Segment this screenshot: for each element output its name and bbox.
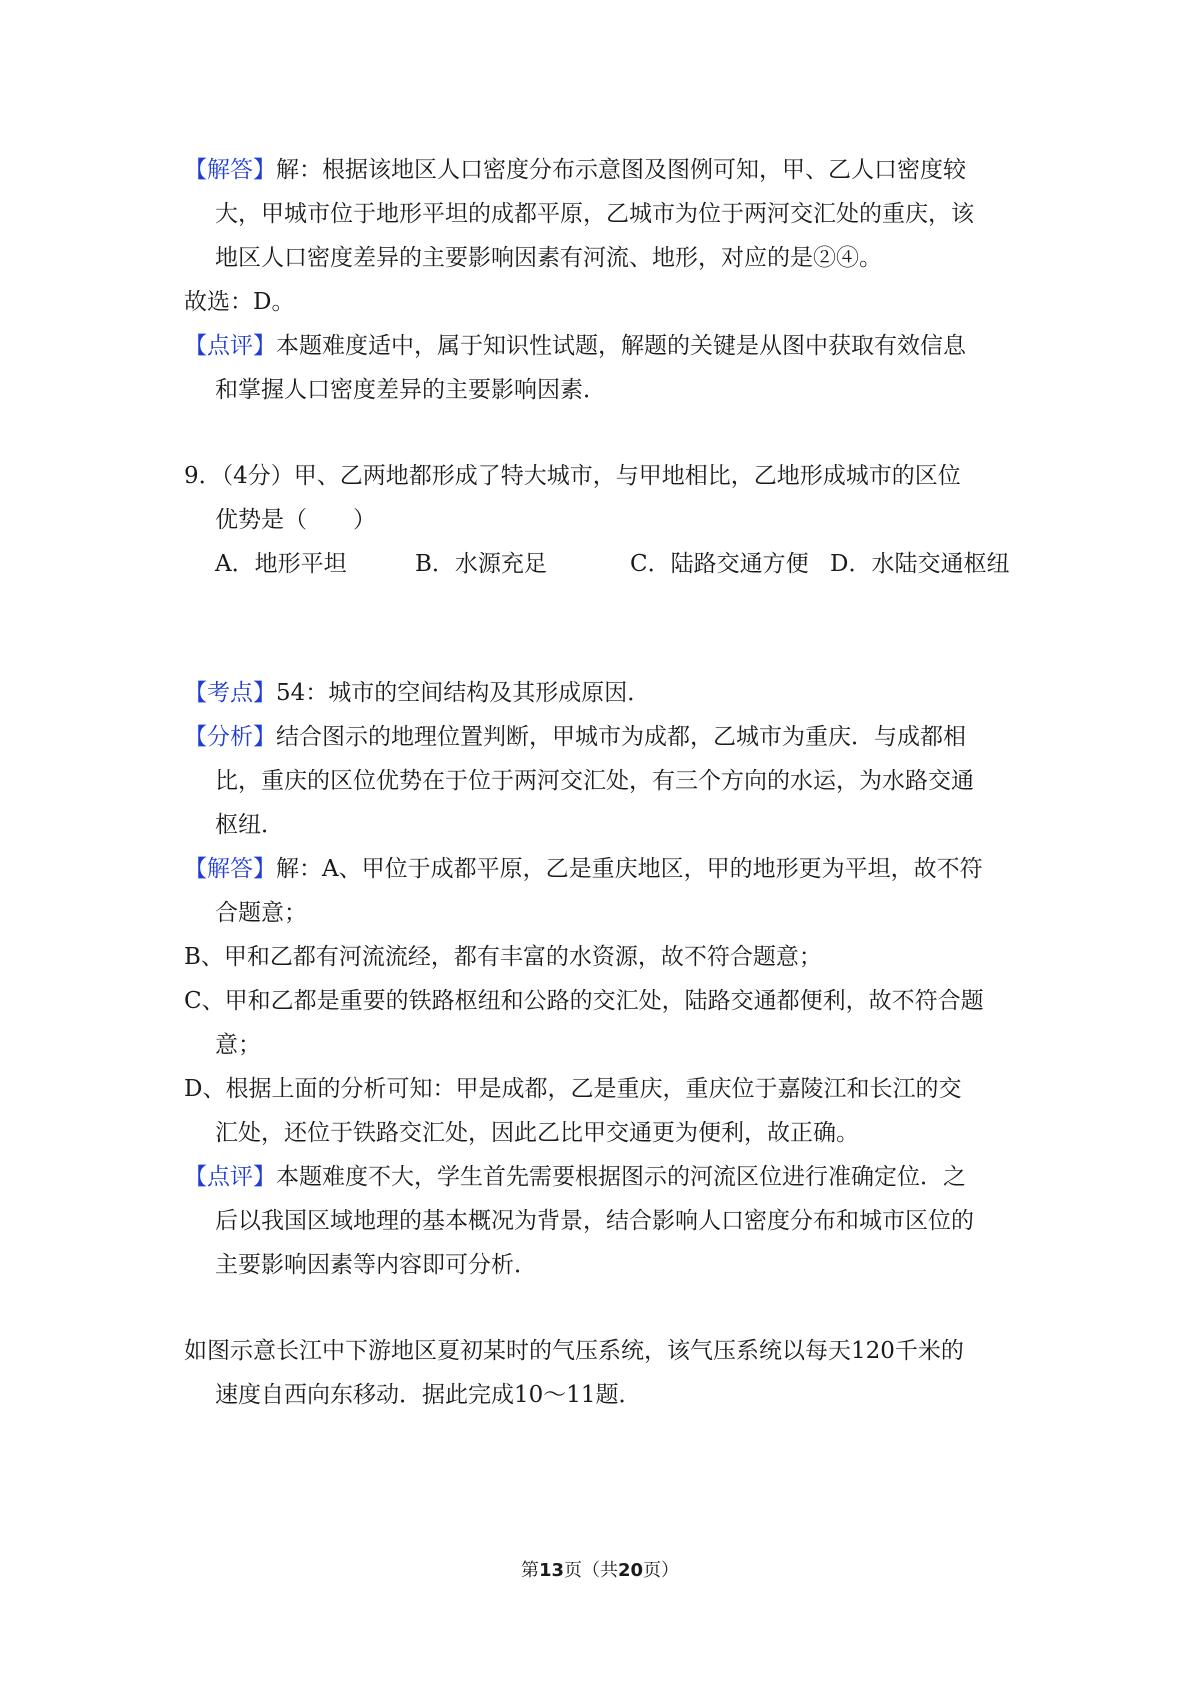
knowledge-tag: 【考点】 — [184, 680, 276, 706]
answer-line-3: 地区人口密度差异的主要影响因素有河流、地形，对应的是②④。 — [215, 245, 882, 271]
footer-pre: 第 — [520, 1560, 539, 1581]
answer2-option-c-line-2: 意； — [215, 1032, 261, 1058]
comment2-line-2: 后以我国区域地理的基本概况为背景，结合影响人口密度分布和城市区位的 — [215, 1208, 974, 1234]
option-c: C．陆路交通方便 — [630, 551, 809, 577]
intro-line-1: 如图示意长江中下游地区夏初某时的气压系统，该气压系统以每天120千米的 — [184, 1338, 964, 1364]
answer2-tag: 【解答】 — [184, 856, 276, 882]
analysis-line-1 — [184, 721, 966, 753]
comment-line-1 — [184, 330, 966, 362]
answer2-text: 解：A、甲位于成都平原，乙是重庆地区，甲的地形更为平坦，故不符 — [276, 856, 983, 882]
footer-total-pages: 20 — [618, 1560, 644, 1581]
analysis-line-2: 比，重庆的区位优势在于位于两河交汇处，有三个方向的水运，为水路交通 — [215, 768, 974, 794]
question-stem-line-1: 9．（4分）甲、乙两地都形成了特大城市，与甲地相比，乙地形成城市的区位 — [184, 463, 961, 489]
answer2-option-c-line-1: C、甲和乙都是重要的铁路枢纽和公路的交汇处，陆路交通都便利，故不符合题 — [184, 988, 984, 1014]
analysis-tag: 【分析】 — [184, 724, 276, 750]
analysis-text: 结合图示的地理位置判断，甲城市为成都，乙城市为重庆．与成都相 — [276, 724, 966, 750]
intro-line-2: 速度自西向东移动．据此完成10～11题． — [215, 1382, 642, 1408]
answer-text: 解：根据该地区人口密度分布示意图及图例可知，甲、乙人口密度较 — [276, 157, 966, 183]
comment-text: 本题难度适中，属于知识性试题，解题的关键是从图中获取有效信息 — [276, 333, 966, 359]
answer2-line-2: 合题意； — [215, 900, 307, 926]
option-d: D．水陆交通枢纽 — [830, 551, 1010, 577]
knowledge-point — [184, 677, 650, 709]
option-b: B．水源充足 — [415, 551, 547, 577]
answer2-option-d-line-2: 汇处，还位于铁路交汇处，因此乙比甲交通更为便利，故正确。 — [215, 1120, 859, 1146]
choice-result: 故选：D。 — [184, 289, 295, 315]
answer-tag: 【解答】 — [184, 157, 276, 183]
footer-page-number: 13 — [538, 1560, 564, 1581]
question-stem-line-2: 优势是（ ） — [215, 507, 376, 533]
comment2-line-3: 主要影响因素等内容即可分析． — [215, 1252, 537, 1278]
comment-line-2: 和掌握人口密度差异的主要影响因素． — [215, 377, 606, 403]
footer-mid: 页（共 — [564, 1560, 618, 1581]
option-a: A．地形平坦 — [215, 551, 347, 577]
page-footer — [0, 1559, 1200, 1583]
comment2-tag: 【点评】 — [184, 1164, 276, 1190]
analysis-line-3: 枢纽． — [215, 812, 284, 838]
answer2-option-b: B、甲和乙都有河流流经，都有丰富的水资源，故不符合题意； — [184, 944, 822, 970]
answer-line-1 — [184, 154, 966, 186]
footer-post: 页） — [643, 1560, 680, 1581]
comment2-line-1 — [184, 1161, 966, 1193]
comment-tag: 【点评】 — [184, 333, 276, 359]
knowledge-text: 54：城市的空间结构及其形成原因． — [276, 680, 651, 706]
answer-line-2: 大，甲城市位于地形平坦的成都平原，乙城市为位于两河交汇处的重庆，该 — [215, 201, 974, 227]
answer2-line-1 — [184, 853, 983, 885]
answer2-option-d-line-1: D、根据上面的分析可知：甲是成都，乙是重庆，重庆位于嘉陵江和长江的交 — [184, 1076, 962, 1102]
comment2-text: 本题难度不大，学生首先需要根据图示的河流区位进行准确定位．之 — [276, 1164, 966, 1190]
